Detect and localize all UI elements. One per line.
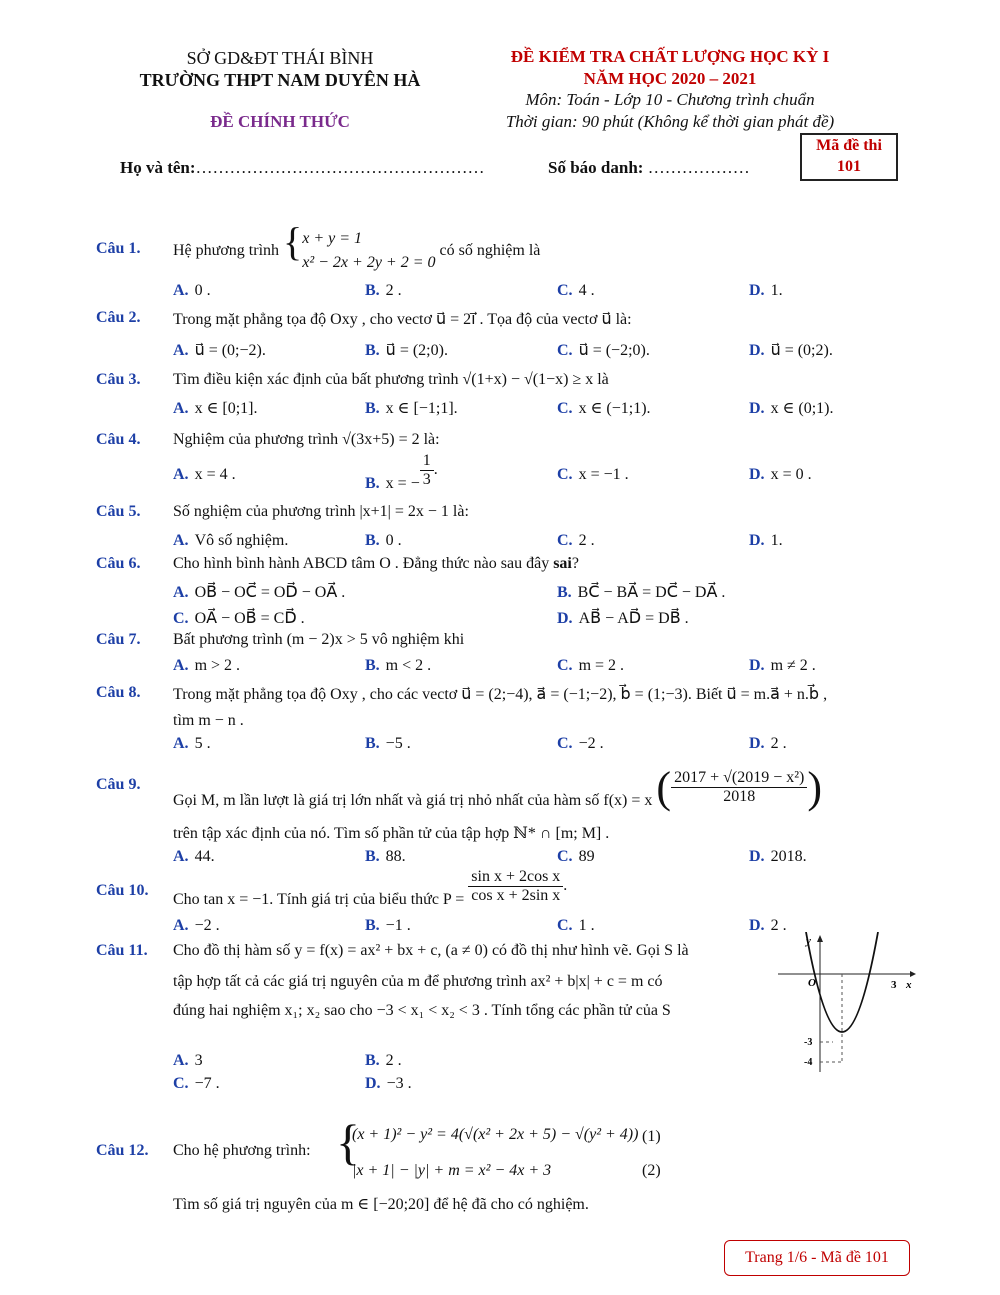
option-label: B.: [365, 400, 380, 417]
question-number: Câu 2.: [96, 309, 141, 326]
option-label: B.: [365, 657, 380, 674]
option-b[interactable]: [365, 735, 411, 753]
question-number: Câu 12.: [96, 1142, 149, 1159]
name-field: [120, 158, 485, 178]
option-b[interactable]: [365, 340, 448, 360]
option-text: x = 0 .: [770, 466, 812, 483]
option-c[interactable]: [557, 917, 595, 935]
option-label: A.: [173, 584, 189, 601]
option-text: 88.: [385, 848, 406, 865]
option-text: 44.: [194, 848, 215, 865]
option-text: 4 .: [578, 282, 595, 299]
option-b[interactable]: [365, 848, 406, 866]
option-text: x ∈ (0;1).: [770, 400, 834, 417]
q6-end: ?: [571, 555, 579, 572]
fraction-denominator: cos x + 2sin x: [471, 887, 561, 904]
option-text: −2 .: [194, 917, 220, 934]
tick-minus4: -4: [804, 1057, 813, 1068]
option-label: A.: [173, 917, 189, 934]
option-text: u⃗ = (2;0).: [385, 342, 448, 359]
option-d[interactable]: [557, 608, 689, 628]
option-text: −5 .: [385, 735, 411, 752]
option-a[interactable]: [173, 917, 220, 935]
x-axis-label: x: [906, 979, 912, 991]
option-text: m = 2 .: [578, 657, 625, 674]
question-11-line2: tập hợp tất cả các giá trị nguyên của m để phương trình ax² + b|x| + c = m có: [173, 973, 663, 990]
option-label: D.: [749, 400, 765, 417]
option-text: BC⃗ − BA⃗ = DC⃗ − DA⃗ .: [577, 584, 726, 601]
option-c[interactable]: [557, 282, 595, 300]
fraction-denominator: 3: [422, 471, 431, 488]
option-label: A.: [173, 735, 189, 752]
option-label: B.: [557, 584, 572, 601]
option-c[interactable]: [557, 848, 595, 866]
option-c[interactable]: [173, 608, 305, 628]
option-a[interactable]: [173, 657, 240, 675]
option-text: x ∈ [−1;1].: [385, 400, 458, 417]
option-text: 0 .: [194, 282, 211, 299]
option-text: −7 .: [194, 1075, 220, 1092]
option-label: D.: [749, 657, 765, 674]
option-label: D.: [749, 735, 765, 752]
tick-3: 3: [891, 979, 897, 991]
question-9-line2: trên tập xác định của nó. Tìm số phần tử của tập hợp ℕ* ∩ [m; M] .: [173, 825, 610, 842]
question-number: Câu 8.: [96, 684, 141, 701]
q1-system-eq2: x² − 2x + 2y + 2 = 0: [302, 254, 436, 272]
name-label: Họ và tên:: [120, 158, 196, 177]
option-c[interactable]: [557, 398, 651, 418]
option-text: 1 .: [578, 917, 595, 934]
option-text: 1.: [770, 282, 783, 299]
option-text: m < 2 .: [385, 657, 432, 674]
option-text: 2 .: [385, 1052, 402, 1069]
option-text: 2 .: [578, 532, 595, 549]
option-a[interactable]: [173, 398, 258, 418]
option-d[interactable]: [749, 340, 833, 360]
q12-tag2: (2): [642, 1162, 661, 1179]
option-d[interactable]: [749, 282, 783, 300]
sbd-dots: ………………: [647, 158, 750, 177]
option-label: D.: [749, 917, 765, 934]
option-text: OB⃗ − OC⃗ = OD⃗ − OA⃗ .: [194, 584, 346, 601]
question-number: Câu 3.: [96, 371, 141, 388]
option-text: u⃗ = (−2;0).: [578, 342, 650, 359]
question-number: Câu 6.: [96, 555, 141, 572]
option-label: C.: [557, 657, 573, 674]
question-9: Gọi M, m lần lượt là giá trị lớn nhất và giá trị nhỏ nhất của hàm số f(x) = x ( $\frac{\text{2017 + √(2019 − x²)}}{2018}$ ): [173, 763, 822, 812]
option-label: D.: [749, 532, 765, 549]
option-text: u⃗ = (0;2).: [770, 342, 833, 359]
question-11-line1: Cho đồ thị hàm số y = f(x) = ax² + bx + c, (a ≠ 0) có đồ thị như hình vẽ. Gọi S là: [173, 942, 689, 959]
page-footer: Trang 1/6 - Mã đề 101: [724, 1240, 910, 1276]
question-8: Trong mặt phẳng tọa độ Oxy , cho các vectơ u⃗ = (2;−4), a⃗ = (−1;−2), b⃗ = (1;−3). Biết u⃗ = m.a⃗ + n.b⃗ ,: [173, 686, 828, 703]
q6-emphasis: sai: [553, 555, 572, 572]
option-label: D.: [557, 610, 573, 627]
option-label: B.: [365, 735, 380, 752]
option-text: 2 .: [770, 735, 787, 752]
option-b[interactable]: [365, 657, 431, 675]
option-label: D.: [749, 848, 765, 865]
question-8-line2: tìm m − n .: [173, 712, 244, 729]
option-text: 2018.: [770, 848, 807, 865]
option-d[interactable]: [749, 657, 816, 675]
q12-eq2: |x + 1| − |y| + m = x² − 4x + 3: [352, 1162, 552, 1179]
fraction-numerator: 2017 + √(2019 − x²): [671, 769, 807, 788]
option-d[interactable]: [749, 398, 834, 418]
option-text: 5 .: [194, 735, 211, 752]
option-text: x = 4 .: [194, 466, 236, 483]
option-b[interactable]: B. x = − $\frac{1}{3}$ .: [365, 452, 438, 493]
option-text: −2 .: [578, 735, 604, 752]
option-text: 3: [194, 1052, 203, 1069]
q10-text: Cho tan x = −1. Tính giá trị của biểu thức P =: [173, 891, 465, 909]
origin-label: O: [808, 977, 816, 989]
department: SỞ GD&ĐT THÁI BÌNH: [186, 48, 374, 68]
option-label: D.: [749, 282, 765, 299]
question-number: Câu 1.: [96, 240, 141, 257]
option-b[interactable]: [557, 582, 725, 602]
option-a[interactable]: [173, 848, 215, 866]
q12-eq1: (x + 1)² − y² = 4(√(x² + 2x + 5) − √(y² + 4)): [352, 1126, 639, 1143]
option-text: 1.: [770, 532, 783, 549]
option-label: C.: [557, 917, 573, 934]
option-text: x ∈ [0;1].: [194, 400, 258, 417]
option-c[interactable]: [173, 1075, 220, 1093]
option-b[interactable]: [365, 1052, 402, 1070]
question-number: Câu 4.: [96, 431, 141, 448]
official-label: ĐỀ CHÍNH THỨC: [210, 112, 350, 131]
option-text: 0 .: [385, 532, 402, 549]
name-dots: ……………………………………………: [195, 158, 485, 177]
q9-text: Gọi M, m lần lượt là giá trị lớn nhất và giá trị nhỏ nhất của hàm số f(x) = x: [173, 792, 653, 810]
option-b[interactable]: [365, 282, 402, 300]
option-label: D.: [365, 1075, 381, 1092]
option-label: C.: [557, 848, 573, 865]
option-label: A.: [173, 657, 189, 674]
exam-title: ĐỀ KIỂM TRA CHẤT LƯỢNG HỌC KỲ I: [510, 47, 830, 66]
option-c[interactable]: [557, 657, 624, 675]
option-label: B.: [365, 532, 380, 549]
x-axis-arrow: [910, 971, 916, 977]
option-text: m > 2 .: [194, 657, 241, 674]
option-a[interactable]: [173, 532, 288, 550]
y-axis-label: y: [806, 935, 811, 947]
question-2: Trong mặt phẳng tọa độ Oxy , cho vectơ u⃗ = 2i⃗ . Tọa độ của vectơ u⃗ là:: [173, 311, 632, 328]
option-text: m ≠ 2 .: [770, 657, 816, 674]
question-5: Số nghiệm của phương trình |x+1| = 2x − 1 là:: [173, 503, 469, 520]
exam-code-label: Mã đề thi: [816, 137, 882, 154]
option-text: 2 .: [385, 282, 402, 299]
question-10: Cho tan x = −1. Tính giá trị của biểu thức P = $\frac{\text{sin x + 2cos x}}{\text{cos x + 2sin x}}$ .: [173, 868, 568, 909]
option-d[interactable]: [749, 466, 812, 484]
option-label: B.: [365, 848, 380, 865]
option-label: C.: [557, 532, 573, 549]
option-label: C.: [557, 282, 573, 299]
option-label: B.: [365, 282, 380, 299]
option-a[interactable]: [173, 282, 211, 300]
school-year: NĂM HỌC 2020 – 2021: [583, 69, 757, 88]
question-number: Câu 9.: [96, 776, 141, 793]
option-d[interactable]: [749, 532, 783, 550]
option-label: C.: [557, 400, 573, 417]
option-text: u⃗ = (0;−2).: [194, 342, 266, 359]
question-number: Câu 5.: [96, 503, 141, 520]
option-a[interactable]: [173, 340, 266, 360]
option-text: Vô số nghiệm.: [194, 532, 289, 549]
fraction-denominator: 2018: [723, 788, 756, 805]
question-11-line3: đúng hai nghiệm x₁; x₂ sao cho −3 < x₁ < x₂ < 3 . Tính tổng các phần tử của S: [173, 1002, 671, 1019]
option-a[interactable]: [173, 1052, 203, 1070]
q12-tag1: (1): [642, 1128, 661, 1145]
exam-code: 101: [837, 158, 861, 175]
question-number: Câu 11.: [96, 942, 148, 959]
question-6: [173, 555, 579, 573]
option-label: A.: [173, 282, 189, 299]
question-7: Bất phương trình (m − 2)x > 5 vô nghiệm khi: [173, 631, 465, 648]
option-b[interactable]: [365, 917, 411, 935]
exam-time: Thời gian: 90 phút (Không kể thời gian phát đề): [505, 112, 835, 131]
option-c[interactable]: [557, 532, 595, 550]
school-name: TRƯỜNG THPT NAM DUYÊN HÀ: [139, 70, 421, 90]
option-label: D.: [749, 466, 765, 483]
option-b[interactable]: [365, 398, 458, 418]
option-label: A.: [173, 1052, 189, 1069]
q12-prefix: Cho hệ phương trình:: [173, 1142, 311, 1159]
option-text: −3 .: [386, 1075, 412, 1092]
question-number: Câu 10.: [96, 882, 149, 899]
option-c[interactable]: [557, 735, 604, 753]
question-1: Hệ phương trình { x + y = 1 x² − 2x + 2y + 2 = 0 có số nghiệm là: [173, 222, 540, 275]
option-text: x = −: [385, 475, 420, 493]
q1-suffix: có số nghiệm là: [439, 242, 541, 259]
option-text: x ∈ (−1;1).: [578, 400, 651, 417]
option-text: 89: [578, 848, 595, 865]
question-3: Tìm điều kiện xác định của bất phương trình √(1+x) − √(1−x) ≥ x là: [173, 371, 609, 388]
option-label: C.: [173, 1075, 189, 1092]
q6-text: Cho hình bình hành ABCD tâm O . Đẳng thức nào sau đây: [173, 555, 554, 572]
option-label: C.: [173, 610, 189, 627]
option-text: AB⃗ − AD⃗ = DB⃗ .: [578, 610, 689, 627]
option-b[interactable]: [365, 532, 402, 550]
option-label: A.: [173, 400, 189, 417]
tick-minus3: -3: [804, 1037, 813, 1048]
option-a[interactable]: [173, 466, 236, 484]
question-4: Nghiệm của phương trình √(3x+5) = 2 là:: [173, 431, 440, 448]
option-label: D.: [749, 342, 765, 359]
option-text: x = −1 .: [578, 466, 629, 483]
q12-line2: Tìm số giá trị nguyên của m ∈ [−20;20] để hệ đã cho có nghiệm.: [173, 1196, 589, 1213]
option-a[interactable]: [173, 735, 211, 753]
option-label: A.: [173, 342, 189, 359]
option-label: A.: [173, 532, 189, 549]
option-d[interactable]: [749, 735, 787, 753]
option-c[interactable]: [557, 466, 629, 484]
fraction-numerator: 1: [420, 452, 434, 471]
option-text: 2 .: [770, 917, 787, 934]
option-label: A.: [173, 848, 189, 865]
option-label: B.: [365, 1052, 380, 1069]
question-number: Câu 7.: [96, 631, 141, 648]
subject: Môn: Toán - Lớp 10 - Chương trình chuẩn: [525, 90, 815, 109]
option-text: OA⃗ − OB⃗ = CD⃗ .: [194, 610, 305, 627]
option-label: C.: [557, 342, 573, 359]
option-label: B.: [365, 917, 380, 934]
sbd-label: Số báo danh:: [548, 158, 644, 177]
fraction-numerator: sin x + 2cos x: [468, 868, 563, 887]
option-label: A.: [173, 466, 189, 483]
option-label: C.: [557, 735, 573, 752]
option-d[interactable]: [749, 848, 807, 866]
option-text: −1 .: [385, 917, 411, 934]
q1-system-eq1: x + y = 1: [302, 230, 363, 248]
option-a[interactable]: [173, 582, 345, 602]
system-brace: {: [336, 1114, 360, 1170]
parabola-graph: [778, 932, 918, 1072]
option-d[interactable]: [365, 1075, 412, 1093]
option-c[interactable]: [557, 340, 650, 360]
y-axis-arrow: [817, 935, 823, 942]
exam-code-box: [800, 133, 898, 181]
option-label: C.: [557, 466, 573, 483]
option-label: B.: [365, 342, 380, 359]
q1-prefix: Hệ phương trình: [173, 242, 280, 259]
candidate-number-field: [548, 158, 750, 178]
option-label: B.: [365, 475, 380, 493]
